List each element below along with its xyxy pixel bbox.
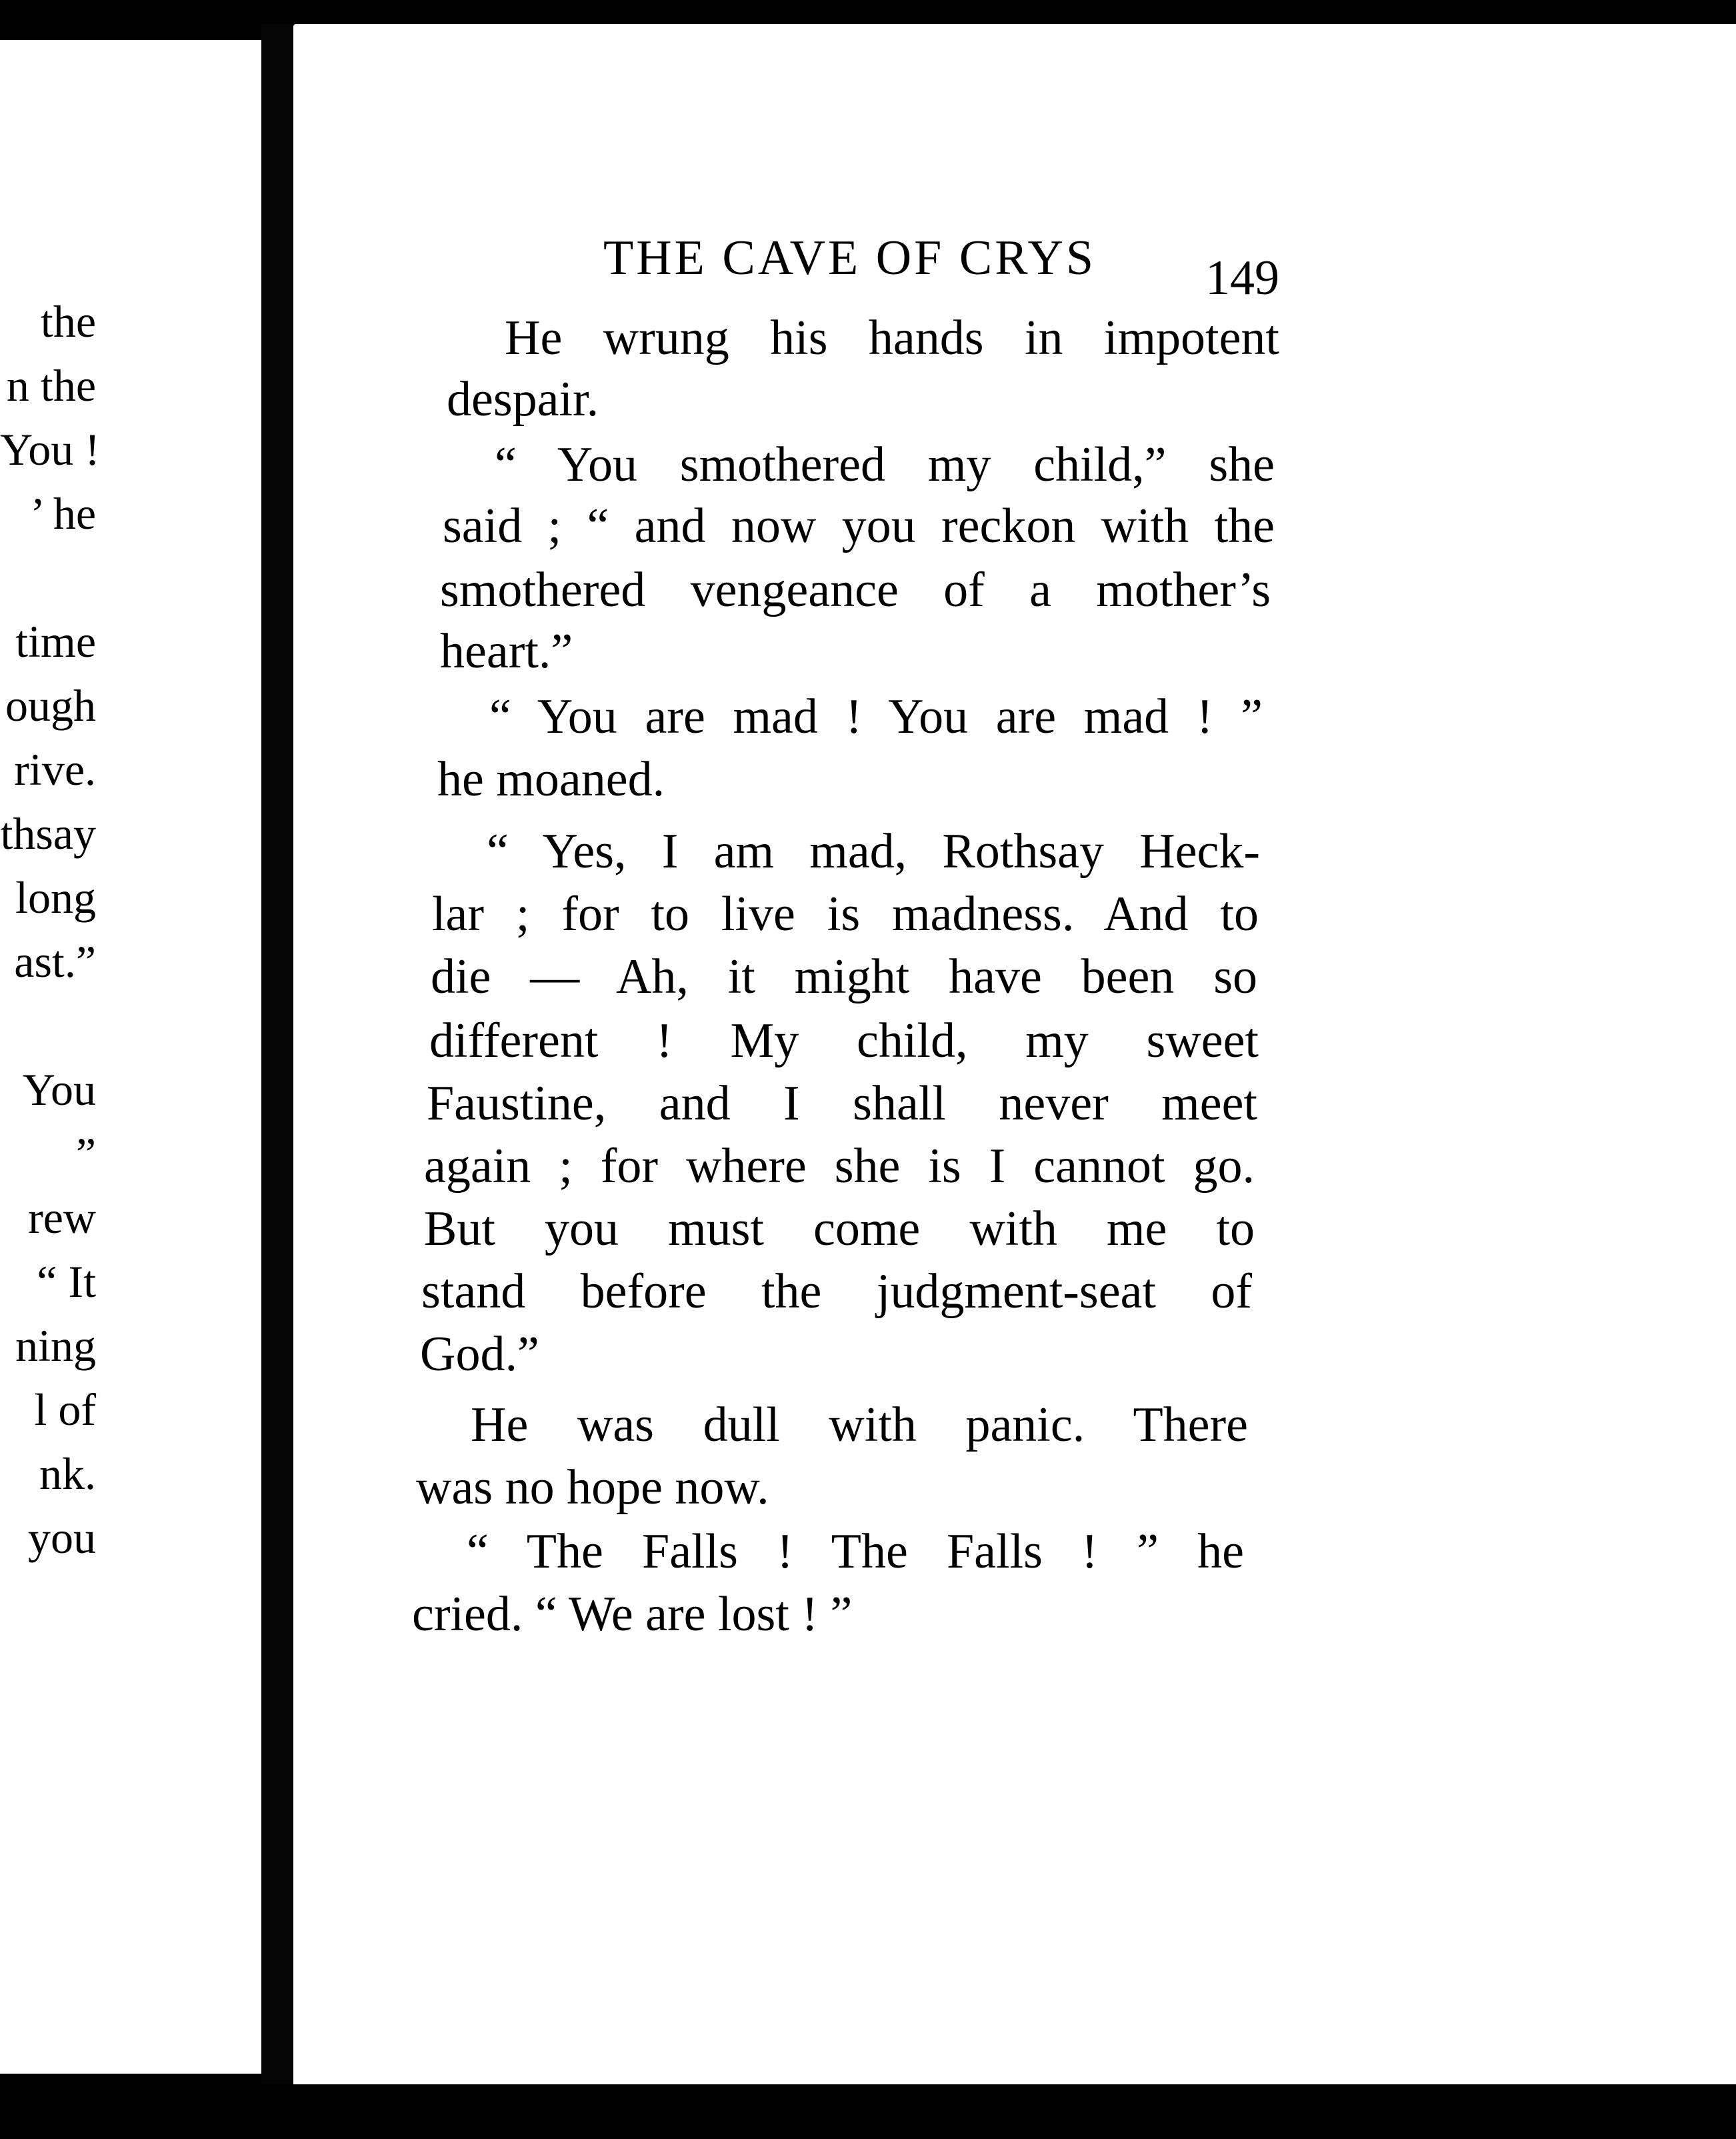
left-page bbox=[0, 40, 261, 2074]
running-head: THE CAVE OF CRYS bbox=[603, 231, 1097, 285]
body-line: But you must come with me to bbox=[424, 1202, 1255, 1256]
left-page-line: ough bbox=[5, 680, 96, 731]
body-line: God.” bbox=[420, 1327, 539, 1382]
body-line: said ; “ and now you reckon with the bbox=[443, 499, 1275, 553]
page-number: 149 bbox=[1205, 251, 1279, 305]
body-line: cried. “ We are lost ! ” bbox=[412, 1587, 853, 1642]
body-line: “ You smothered my child,” she bbox=[495, 437, 1275, 492]
body-line: “ Yes, I am mad, Rothsay Heck- bbox=[487, 824, 1260, 879]
body-line: Faustine, and I shall never meet bbox=[427, 1076, 1257, 1131]
left-page-line: ast.” bbox=[14, 936, 96, 987]
body-line: different ! My child, my sweet bbox=[429, 1013, 1259, 1068]
body-line: despair. bbox=[447, 372, 599, 427]
left-page-line: long bbox=[15, 872, 96, 923]
left-page-line: You ! bbox=[0, 424, 100, 475]
left-page-line: you bbox=[28, 1512, 96, 1563]
body-line: heart.” bbox=[440, 624, 573, 679]
body-line: He wrung his hands in impotent bbox=[505, 311, 1279, 365]
left-page-line: “ It bbox=[37, 1256, 96, 1307]
body-line: “ You are mad ! You are mad ! ” bbox=[489, 689, 1263, 744]
body-line: stand before the judgment-seat of bbox=[421, 1264, 1252, 1319]
left-page-line: time bbox=[15, 616, 96, 667]
left-page-line: thsay bbox=[0, 808, 96, 859]
left-page-line: You bbox=[22, 1064, 96, 1115]
left-page-line: nk. bbox=[39, 1448, 96, 1499]
body-line: He was dull with panic. There bbox=[471, 1398, 1248, 1452]
body-line: was no hope now. bbox=[416, 1460, 769, 1515]
body-line: again ; for where she is I cannot go. bbox=[424, 1139, 1255, 1194]
left-page-line: ” bbox=[75, 1128, 96, 1179]
left-page-line: ning bbox=[15, 1320, 96, 1371]
body-line: “ The Falls ! The Falls ! ” he bbox=[467, 1524, 1244, 1579]
page-bottom-edge bbox=[261, 2084, 1736, 2139]
left-page-line: n the bbox=[6, 360, 96, 411]
left-page-line: rew bbox=[28, 1192, 96, 1243]
body-line: lar ; for to live is madness. And to bbox=[432, 887, 1259, 941]
left-page-line: ’ he bbox=[30, 488, 96, 539]
left-page-line: rive. bbox=[14, 744, 96, 795]
body-line: he moaned. bbox=[437, 752, 665, 807]
left-page-line: l of bbox=[34, 1384, 96, 1435]
left-page-line: the bbox=[40, 296, 96, 347]
body-line: die — Ah, it might have been so bbox=[431, 949, 1257, 1004]
body-line: smothered vengeance of a mother’s bbox=[440, 563, 1271, 617]
book-gutter bbox=[261, 24, 293, 2139]
